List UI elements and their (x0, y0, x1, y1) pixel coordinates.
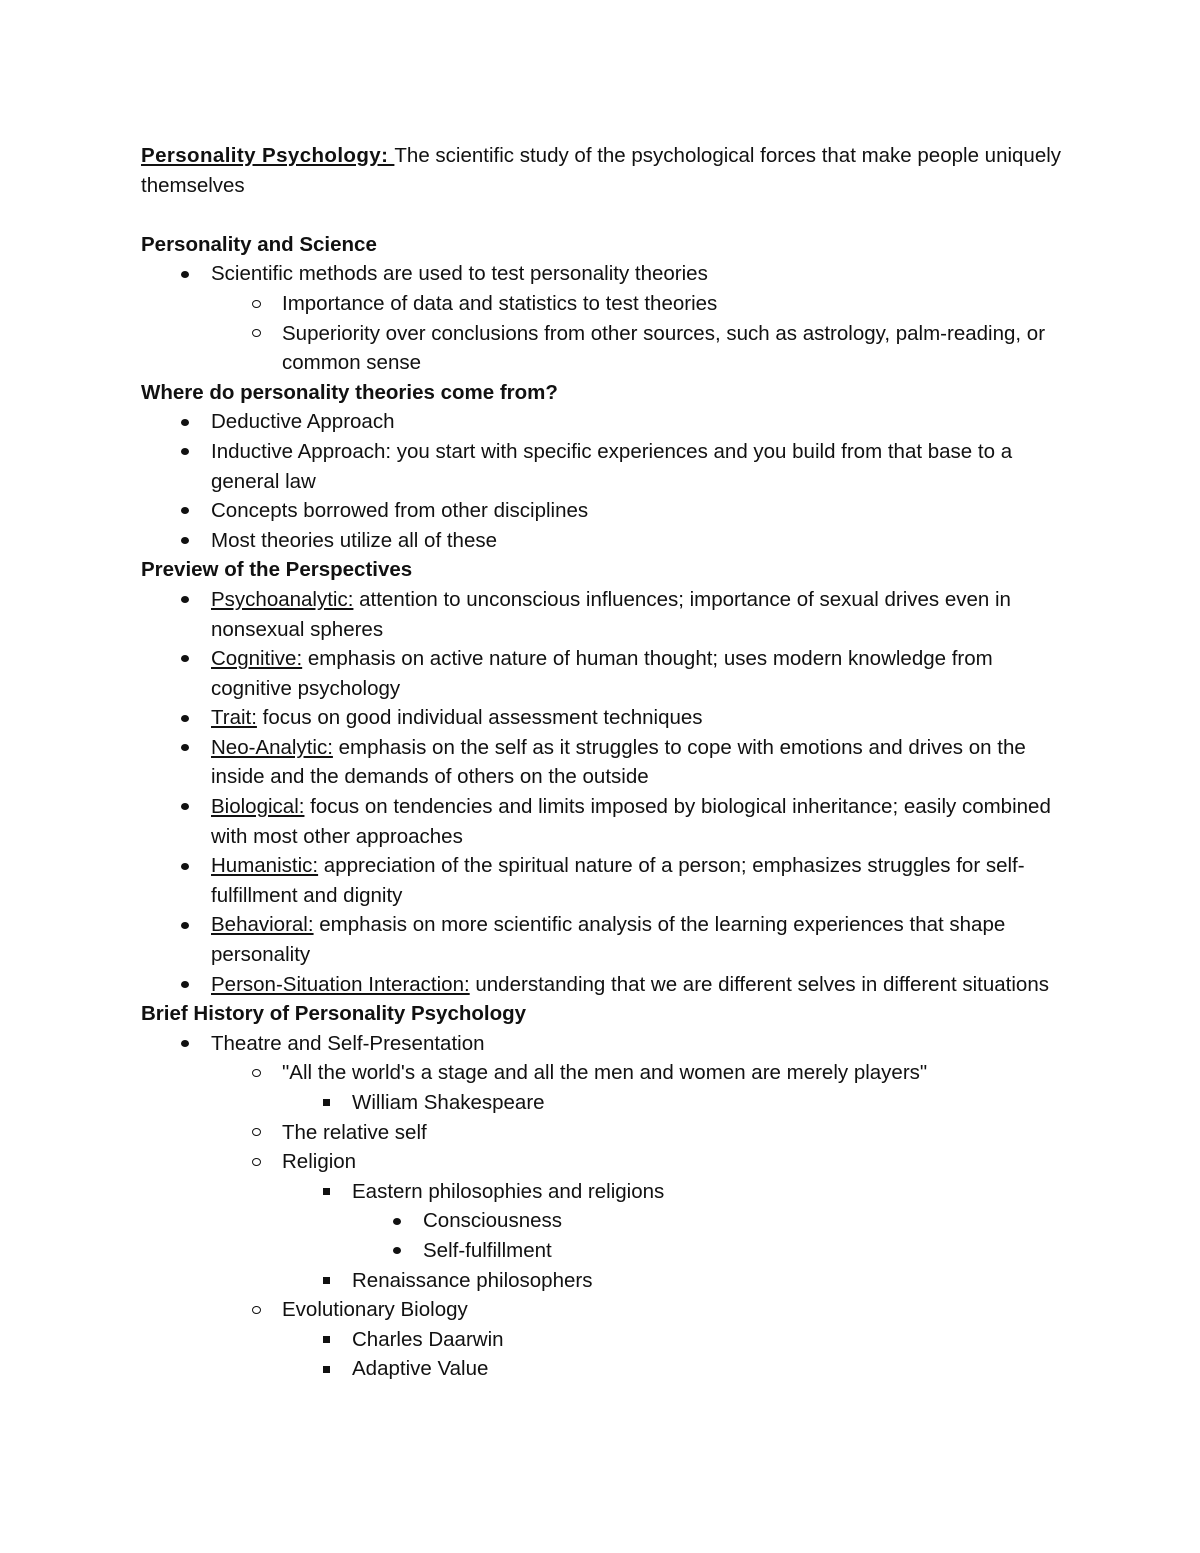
list-item: Adaptive Value (141, 1354, 1066, 1384)
list-item: Most theories utilize all of these (141, 526, 1066, 556)
bullet-disc-icon (178, 851, 192, 881)
bullet-square-icon (319, 1325, 333, 1355)
list-item: Person-Situation Interaction: understanding that we are different selves in different situations (141, 970, 1066, 1000)
bullet-disc-icon (178, 910, 192, 940)
bullet-square-icon (319, 1266, 333, 1296)
list-item: Eastern philosophies and religions (141, 1177, 1066, 1207)
list-item: Neo-Analytic: emphasis on the self as it struggles to cope with emotions and drives on the inside and the demands of others on the outside (141, 733, 1066, 792)
list-item: Humanistic: appreciation of the spiritual nature of a person; emphasizes struggles for self-fulfillment and dignity (141, 851, 1066, 910)
list-item: Theatre and Self-Presentation (141, 1029, 1066, 1059)
bullet-circle-icon (249, 289, 263, 319)
bullet-circle-icon (249, 319, 263, 349)
section-heading-personality-and-science: Personality and Science (141, 232, 377, 256)
bullet-circle-icon (249, 1295, 263, 1325)
bullet-square-icon (319, 1177, 333, 1207)
list-item: Scientific methods are used to test personality theories (141, 259, 1066, 289)
perspective-term: Person-Situation Interaction: (211, 972, 470, 996)
bullet-square-icon (319, 1088, 333, 1118)
section-list-history (141, 1029, 1066, 1384)
intro-definition: The scientific study of the psychological forces that make people uniquely themselves (141, 144, 1062, 197)
bullet-square-icon (319, 1354, 333, 1384)
perspective-term: Trait: (211, 706, 257, 730)
list-item: Inductive Approach: you start with specific experiences and you build from that base to a general law (141, 437, 1066, 496)
section-list-personality-and-science (141, 259, 1066, 377)
intro-term: Personality Psychology: (141, 144, 395, 167)
list-item: The relative self (141, 1118, 1066, 1148)
list-item: Charles Daarwin (141, 1325, 1066, 1355)
bullet-disc-icon (178, 1029, 192, 1059)
list-item: Self-fulfillment (141, 1236, 1066, 1266)
list-item: Importance of data and statistics to test theories (141, 289, 1066, 319)
bullet-disc-icon (178, 970, 192, 1000)
bullet-circle-icon (249, 1058, 263, 1088)
perspective-term: Biological: (211, 795, 305, 819)
list-item: Religion (141, 1147, 1066, 1177)
list-item: Concepts borrowed from other disciplines (141, 496, 1066, 526)
bullet-disc-icon (390, 1206, 404, 1236)
bullet-disc-icon (178, 644, 192, 674)
list-item: William Shakespeare (141, 1088, 1066, 1118)
bullet-disc-icon (390, 1236, 404, 1266)
perspective-term: Psychoanalytic: (211, 587, 354, 611)
perspective-term: Behavioral: (211, 913, 314, 937)
list-item: Evolutionary Biology (141, 1295, 1066, 1325)
section-heading-history: Brief History of Personality Psychology (141, 1002, 527, 1026)
bullet-disc-icon (178, 437, 192, 467)
intro-paragraph (141, 141, 1066, 200)
bullet-disc-icon (178, 259, 192, 289)
bullet-disc-icon (178, 526, 192, 556)
list-item: Trait: focus on good individual assessment techniques (141, 703, 1066, 733)
bullet-disc-icon (178, 792, 192, 822)
list-item: Superiority over conclusions from other sources, such as astrology, palm-reading, or common sense (141, 319, 1066, 378)
section-heading-perspectives: Preview of the Perspectives (141, 558, 413, 582)
bullet-disc-icon (178, 585, 192, 615)
list-item: Behavioral: emphasis on more scientific analysis of the learning experiences that shape personality (141, 910, 1066, 969)
section-list-theory-origins (141, 407, 1066, 555)
perspective-term: Humanistic: (211, 854, 319, 878)
section-list-perspectives (141, 585, 1066, 999)
list-item: Cognitive: emphasis on active nature of human thought; uses modern knowledge from cognitive psychology (141, 644, 1066, 703)
bullet-disc-icon (178, 496, 192, 526)
list-item: Biological: focus on tendencies and limits imposed by biological inheritance; easily combined with most other approaches (141, 792, 1066, 851)
list-item: Deductive Approach (141, 407, 1066, 437)
bullet-disc-icon (178, 733, 192, 763)
perspective-term: Cognitive: (211, 647, 303, 671)
list-item: Consciousness (141, 1206, 1066, 1236)
document-body (141, 141, 1066, 1384)
list-item: Renaissance philosophers (141, 1266, 1066, 1296)
bullet-disc-icon (178, 407, 192, 437)
bullet-circle-icon (249, 1118, 263, 1148)
bullet-disc-icon (178, 703, 192, 733)
list-item: "All the world's a stage and all the men and women are merely players" (141, 1058, 1066, 1088)
list-item: Psychoanalytic: attention to unconscious influences; importance of sexual drives even in nonsexual spheres (141, 585, 1066, 644)
section-heading-theory-origins: Where do personality theories come from? (141, 380, 558, 404)
perspective-term: Neo-Analytic: (211, 735, 333, 759)
bullet-circle-icon (249, 1147, 263, 1177)
